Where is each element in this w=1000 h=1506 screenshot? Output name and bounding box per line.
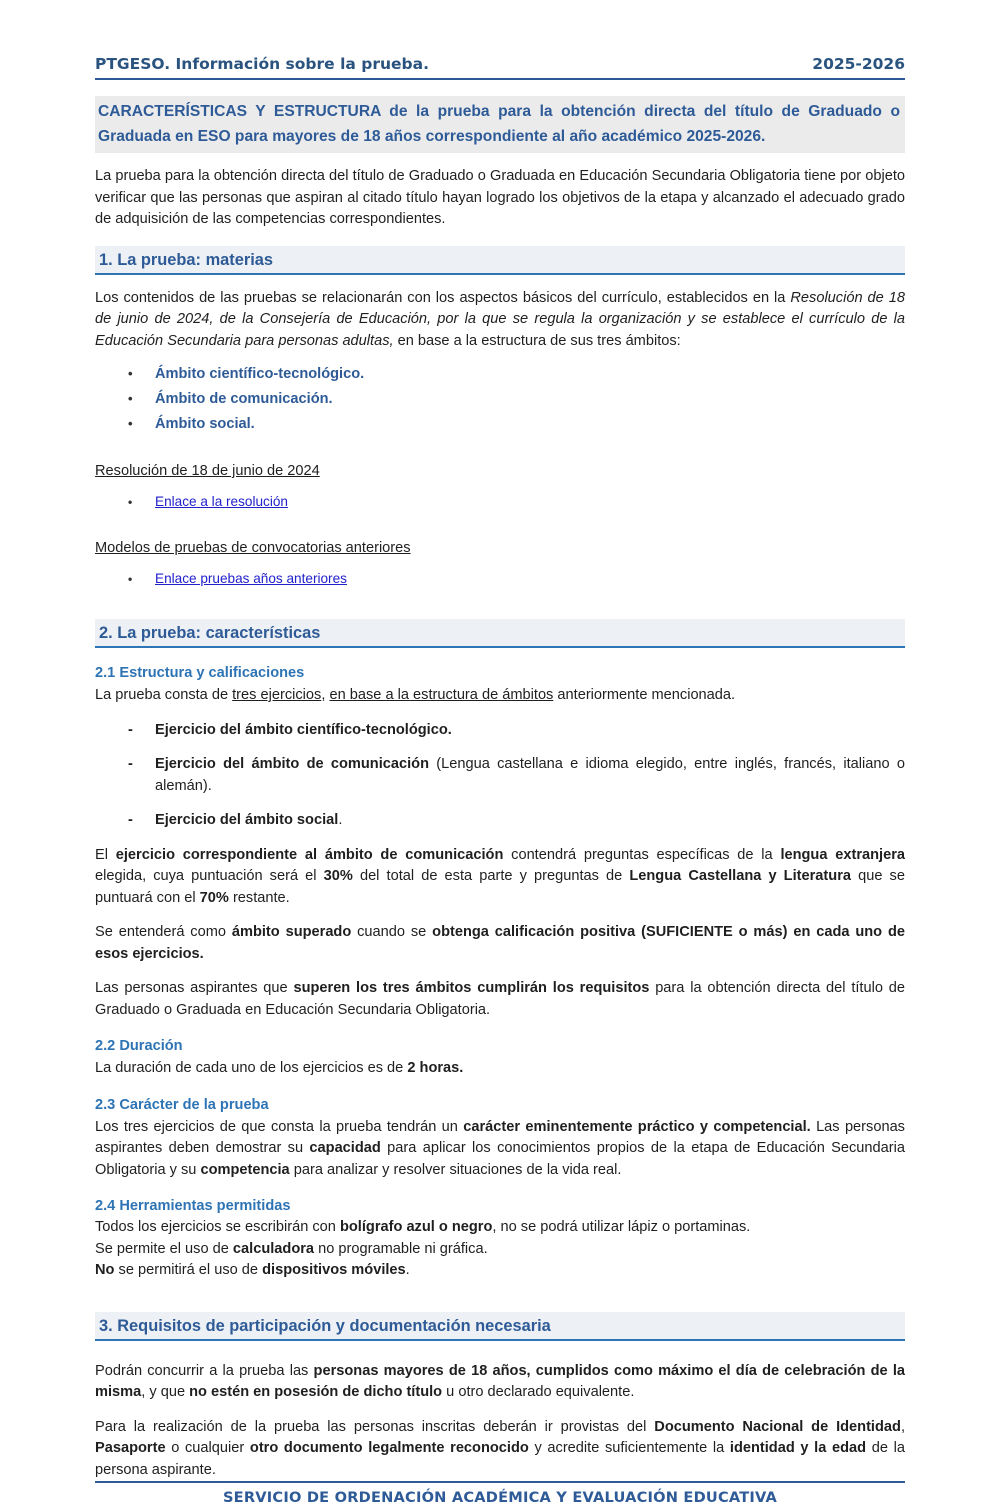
section-2-heading: 2. La prueba: características — [95, 619, 905, 648]
paragraph-comunicacion: El ejercicio correspondiente al ámbito de comunicación contendrá preguntas específicas de la lengua extranjera elegida, cuya puntuación será el 30% del total de esta parte y preguntas de Lengua Castellana y Literatura que se puntuará con el 70% restante. — [95, 846, 906, 906]
paragraph-requisitos-titulo: Las personas aspirantes que superen los tres ámbitos cumplirán los requisitos para la obtención directa del título de Graduado o Graduada en Educación Secundaria Obligatoria. — [95, 980, 905, 1018]
page-footer: SERVICIO DE ORDENACIÓN ACADÉMICA Y EVALUACIÓN EDUCATIVA — [95, 1481, 905, 1506]
exercise-item-text: Ejercicio del ámbito social. — [155, 812, 343, 828]
tools-line-calculadora: Se permite el uso de calculadora no programable ni gráfica. — [95, 1240, 488, 1257]
paragraph-caracter: Los tres ejercicios de que consta la prueba tendrán un carácter eminentemente práctico y competencial. Las personas aspirantes deben demostrar su capacidad para aplicar los conocimientos propios de la etapa de Educación Secundaria Obligatoria y su competencia para analizar y resolver situaciones de la vida real. — [95, 1118, 905, 1178]
list-item-ambito-cientifico — [95, 363, 905, 385]
previous-tests-link[interactable]: Enlace pruebas años anteriores — [155, 571, 347, 586]
bullet-icon: • — [128, 416, 133, 431]
subsection-2-4-heading: 2.4 Herramientas permitidas — [95, 1198, 291, 1214]
list-item-ambito-social — [95, 413, 905, 435]
bullet-icon: • — [128, 495, 133, 509]
page-header — [95, 55, 905, 80]
subsection-2-3-heading: 2.3 Carácter de la prueba — [95, 1096, 269, 1113]
intro-paragraph: La prueba para la obtención directa del título de Graduado o Graduada en Educación Secundaria Obligatoria tiene por objeto verificar que las personas que aspiran al citado título hayan logrado los objetivos de la etapa y alcanzado el adecuado grado de adquisición de las competencias correspondientes. — [95, 168, 905, 227]
models-heading: Modelos de pruebas de convocatorias anteriores — [95, 540, 411, 556]
subsection-2-1-heading: 2.1 Estructura y calificaciones — [95, 665, 305, 681]
tools-line-boligrafo: Todos los ejercicios se escribirán con bolígrafo azul o negro, no se podrá utilizar lápiz o portaminas. — [95, 1219, 751, 1235]
list-item-label: Ámbito de comunicación. — [155, 391, 333, 407]
paragraph-documentacion: Para la realización de la prueba las personas inscritas deberán ir provistas del Documento Nacional de Identidad, Pasaporte o cualquier otro documento legalmente reconocido y acredite suficientemente la identidad y la edad de la persona aspirante. — [95, 1418, 906, 1478]
tools-line-moviles: No se permitirá el uso de dispositivos móviles. — [95, 1262, 410, 1278]
bullet-icon: • — [128, 366, 133, 381]
document-title-block: CARACTERÍSTICAS Y ESTRUCTURA de la prueba para la obtención directa del título de Graduado o Graduada en ESO para mayores de 18 años correspondiente al año académico 2025-2026. — [95, 96, 905, 153]
ambitos-list — [95, 360, 905, 435]
section-3-heading: 3. Requisitos de participación y documentación necesaria — [95, 1312, 905, 1341]
subsection-2-1-intro: La prueba consta de tres ejercicios, en base a la estructura de ámbitos anteriormente mencionada. — [95, 687, 736, 703]
paragraph-ambito-superado: Se entenderá como ámbito superado cuando se obtenga calificación positiva (SUFICIENTE o más) en cada uno de esos ejercicios. — [95, 924, 905, 962]
exercise-item-text: Ejercicio del ámbito científico-tecnológico. — [155, 721, 452, 738]
paragraph-duracion: La duración de cada uno de los ejercicios es de 2 horas. — [95, 1060, 464, 1076]
dash-icon: - — [128, 721, 133, 738]
list-item-label: Ámbito social. — [155, 416, 255, 432]
exercise-item-social — [95, 810, 905, 832]
list-item-label: Ámbito científico-tecnológico. — [155, 366, 365, 382]
section-1-heading: 1. La prueba: materias — [95, 246, 905, 275]
bullet-icon: • — [128, 391, 133, 406]
dash-icon: - — [128, 812, 133, 828]
resolution-link-row — [95, 492, 905, 512]
dash-icon: - — [128, 756, 133, 772]
exercise-item-comunicacion — [95, 754, 905, 797]
bullet-icon: • — [128, 572, 133, 586]
header-year: 2025-2026 — [812, 55, 905, 73]
paragraph-concurrir: Podrán concurrir a la prueba las personas mayores de 18 años, cumplidos como máximo el día de celebración de la misma, y que no estén en posesión de dicho título u otro declarado equivalente. — [95, 1362, 905, 1400]
exercise-item-text: Ejercicio del ámbito de comunicación (Lengua castellana e idioma elegido, entre inglés, francés, italiano o alemán). — [155, 756, 905, 794]
resolution-heading: Resolución de 18 de junio de 2024 — [95, 463, 320, 479]
section-1-paragraph: Los contenidos de las pruebas se relacionarán con los aspectos básicos del currículo, establecidos en la Resolución de 18 de junio de 2024, de la Consejería de Educación, por la que se regula la organización y se establece el currículo de la Educación Secundaria para personas adultas, en base a la estructura de sus tres ámbitos: — [95, 289, 905, 349]
resolution-link[interactable]: Enlace a la resolución — [155, 494, 288, 509]
exercise-item-cientifico — [95, 720, 905, 742]
list-item-ambito-comunicacion — [95, 388, 905, 410]
header-title: PTGESO. Información sobre la prueba. — [95, 55, 429, 73]
subsection-2-2-heading: 2.2 Duración — [95, 1038, 183, 1054]
models-link-row — [95, 569, 905, 589]
